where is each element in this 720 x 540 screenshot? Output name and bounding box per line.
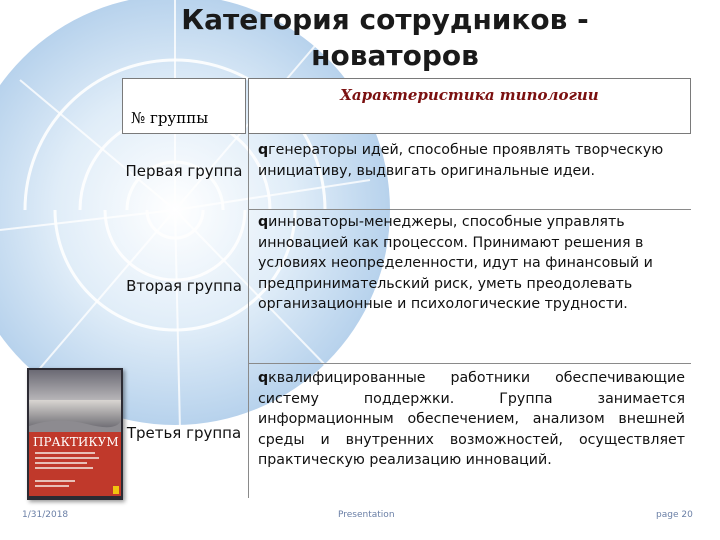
footer-page-number: page 20 <box>656 510 693 520</box>
group-label-1: Первая группа <box>125 161 243 180</box>
slide-title-line2: новаторов <box>311 39 479 72</box>
description-1: qгенераторы идей, способные проявлять творческую инициативу, выдвигать оригинальные идеи. <box>258 142 664 179</box>
header-group-number: № группы <box>122 78 246 134</box>
footer-date: 1/31/2018 <box>22 510 69 520</box>
bullet-icon: q <box>258 370 269 386</box>
group-label-2: Вторая группа <box>126 276 242 295</box>
bullet-icon: q <box>258 142 269 158</box>
row-divider <box>248 209 691 210</box>
group-label-3: Третья группа <box>126 423 242 442</box>
book-cover-image <box>27 368 123 500</box>
typology-table <box>122 78 699 498</box>
slide-title <box>150 2 620 74</box>
bullet-icon: q <box>258 214 269 230</box>
footer-presentation: Presentation <box>338 510 395 520</box>
description-3: qквалифицированные работники обеспечивающие систему поддержки. Группа занимается информационным обеспечением, анализом внешней среды и внутренних возможностей, осуществляет практическую реализацию инноваций. <box>258 370 685 468</box>
row-divider <box>248 363 691 364</box>
header-characteristic: Характеристика типологии <box>248 78 691 134</box>
slide-title-line1: Категория сотрудников - <box>181 3 589 36</box>
description-2: qинноваторы-менеджеры, способные управлять инновацией как процессом. Принимают решения в условиях неопределенности, идут на финансовый и предпринимательский риск, уметь преодолевать организационные и психологические трудности. <box>258 214 653 312</box>
book-title: ПРАКТИКУМ <box>33 435 119 449</box>
